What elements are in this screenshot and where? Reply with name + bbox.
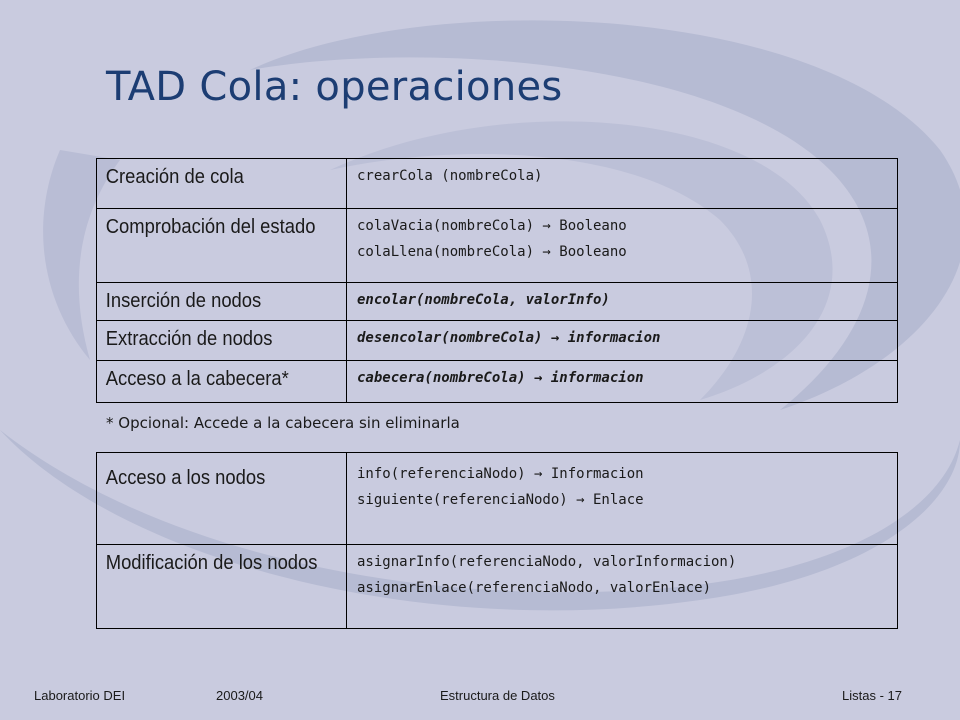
row-code: [347, 361, 898, 403]
row-code: [347, 159, 898, 209]
code-line: cabecera(nombreCola) → informacion: [357, 370, 644, 386]
code-line: siguiente(referenciaNodo) → Enlace: [357, 492, 644, 508]
table-row: [97, 545, 898, 629]
row-label: Extracción de nodos: [97, 321, 327, 361]
table-row: [97, 453, 898, 545]
footer-course: Estructura de Datos: [440, 688, 555, 703]
code-line: info(referenciaNodo) → Informacion: [357, 466, 644, 482]
footer-page-number: Listas - 17: [842, 688, 902, 703]
row-label: Comprobación del estado: [97, 209, 327, 283]
slide-title: TAD Cola: operaciones: [106, 64, 563, 110]
table-row: [97, 321, 898, 361]
row-code: [347, 321, 898, 361]
row-code: [347, 209, 898, 283]
table-row: [97, 283, 898, 321]
row-code: [347, 453, 898, 545]
code-line: encolar(nombreCola, valorInfo): [357, 292, 610, 308]
row-code: [347, 283, 898, 321]
code-line: asignarInfo(referenciaNodo, valorInformacion): [357, 554, 737, 570]
row-label: Acceso a los nodos: [97, 453, 327, 545]
row-code: [347, 545, 898, 629]
code-line: colaVacia(nombreCola) → Booleano: [357, 218, 627, 234]
table-row: [97, 159, 898, 209]
table-row: [97, 209, 898, 283]
code-line: colaLlena(nombreCola) → Booleano: [357, 244, 627, 260]
footnote: * Opcional: Accede a la cabecera sin eliminarla: [106, 414, 460, 432]
row-label: Modificación de los nodos: [97, 545, 327, 629]
code-line: asignarEnlace(referenciaNodo, valorEnlace): [357, 580, 712, 596]
row-label: Acceso a la cabecera*: [97, 361, 327, 403]
footer-lab: Laboratorio DEI: [34, 688, 126, 703]
table-row: [97, 361, 898, 403]
footer-year: 2003/04: [216, 688, 263, 703]
operations-table-nodes: [96, 452, 898, 629]
row-label: Creación de cola: [97, 159, 327, 209]
code-line: crearCola (nombreCola): [357, 168, 543, 184]
operations-table-queue: [96, 158, 898, 403]
row-label: Inserción de nodos: [97, 283, 327, 321]
code-line: desencolar(nombreCola) → informacion: [357, 330, 661, 346]
